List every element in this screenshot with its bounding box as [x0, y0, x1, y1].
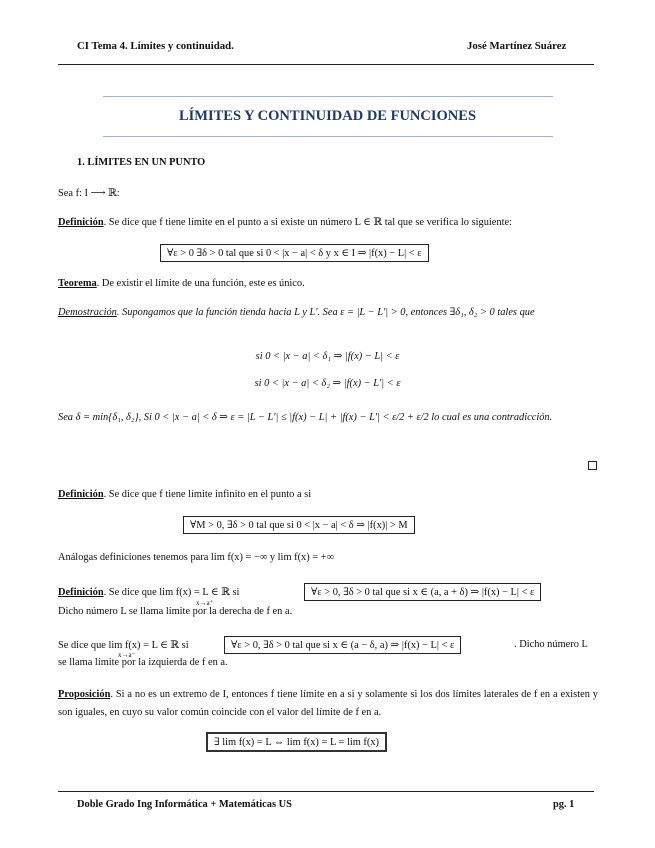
proposition-text: . Si a no es un extremo de I, entonces f tiene límite en a si y solamente si los dos límites laterales de f en a existen y son iguales, en cuyo su valor común coincide con el valor del límite de f en a.	[58, 689, 598, 718]
proposition-formula: ∃ lim f(x) = L ⇔ lim f(x) = L = lim f(x)	[206, 732, 387, 752]
proof-text: . Supongamos que la función tienda hacia L y L'. Sea ε = |L − L'| > 0, entonces ∃δ₁, δ₂ > 0 tales que	[116, 307, 535, 318]
proposition-label: Proposición	[58, 689, 111, 700]
definition-2-label: Definición	[58, 489, 104, 500]
proof-conclusion: Sea δ = min{δ₁, δ₂}, Si 0 < |x − a| < δ ⇒ ε = |L − L'| ≤ |f(x) − L| + |f(x) − L'| < ε/2 + ε/2 lo cual es una contradicción.	[58, 412, 553, 423]
page-title: LÍMITES Y CONTINUIDAD DE FUNCIONES	[178, 108, 477, 124]
definition-4-tail: . Dicho número L	[514, 639, 588, 650]
definition-3-line2: Dicho número L se llama límite por la derecha de f en a.	[58, 606, 293, 617]
footer-left: Doble Grado Ing Informática + Matemáticas US	[77, 799, 292, 810]
theorem-text: . De existir el límite de una función, este es único.	[96, 278, 305, 289]
header-right: José Martínez Suárez	[467, 40, 567, 52]
theorem-label: Teorema	[58, 278, 97, 289]
definition-1-text: . Se dice que f tiene límite en el punto a si existe un número L ∈ ℝ tal que se verifica lo siguiente:	[103, 217, 512, 228]
theorem	[58, 278, 305, 289]
analogas-line: Análogas definiciones tenemos para lim f(x) = −∞ y lim f(x) = +∞	[58, 552, 335, 563]
proof-label: Demostración	[58, 307, 117, 318]
definition-2-text: . Se dice que f tiene límite infinito en el punto a si	[103, 489, 312, 500]
definition-4-text: Se dice que lim f(x) = L ∈ ℝ si	[58, 640, 189, 651]
proof-eq-1: si 0 < |x − a| < δ₁ ⇒ |f(x) − L| < ε	[255, 351, 400, 362]
definition-4-formula: ∀ε > 0, ∃δ > 0 tal que si x ∈ (a − δ, a) ⇒ |f(x) − L| < ε	[224, 636, 461, 654]
definition-2	[58, 489, 311, 500]
definition-1-label: Definición	[58, 217, 104, 228]
definition-2-formula: ∀M > 0, ∃δ > 0 tal que si 0 < |x − a| < δ ⇒ |f(x)| > M	[183, 516, 415, 534]
definition-1-formula: ∀ε > 0 ∃δ > 0 tal que si 0 < |x − a| < δ y x ∈ I ⇒ |f(x) − L| < ε	[160, 244, 429, 262]
section-heading: 1. LÍMITES EN UN PUNTO	[77, 157, 206, 168]
footer-right: pg. 1	[553, 799, 575, 810]
definition-3-sub: x→a⁺	[196, 599, 214, 607]
title-rule-bottom	[103, 136, 553, 137]
definition-4-line2: se llama límite por la izquierda de f en a.	[58, 657, 228, 668]
header-rule	[58, 64, 594, 65]
definition-1	[58, 216, 512, 228]
qed-square-icon	[588, 461, 597, 470]
proof-eq-2: si 0 < |x − a| < δ₂ ⇒ |f(x) − L'| < ε	[254, 378, 401, 389]
definition-4-sub: x→a⁻	[118, 651, 136, 659]
proposition	[58, 686, 598, 722]
definition-3-label: Definición	[58, 587, 104, 598]
footer-rule	[58, 791, 594, 792]
definition-3-formula: ∀ε > 0, ∃δ > 0 tal que si x ∈ (a, a + δ) ⇒ |f(x) − L| < ε	[304, 583, 541, 601]
sea-line: Sea f: I ⟶ ℝ:	[58, 188, 120, 199]
definition-3-text: . Se dice que lim f(x) = L ∈ ℝ si	[103, 587, 240, 598]
header-left: CI Tema 4. Límites y continuidad.	[77, 40, 234, 52]
proof-paragraph	[58, 304, 598, 322]
title-rule-top	[103, 96, 553, 97]
definition-3	[58, 586, 239, 598]
